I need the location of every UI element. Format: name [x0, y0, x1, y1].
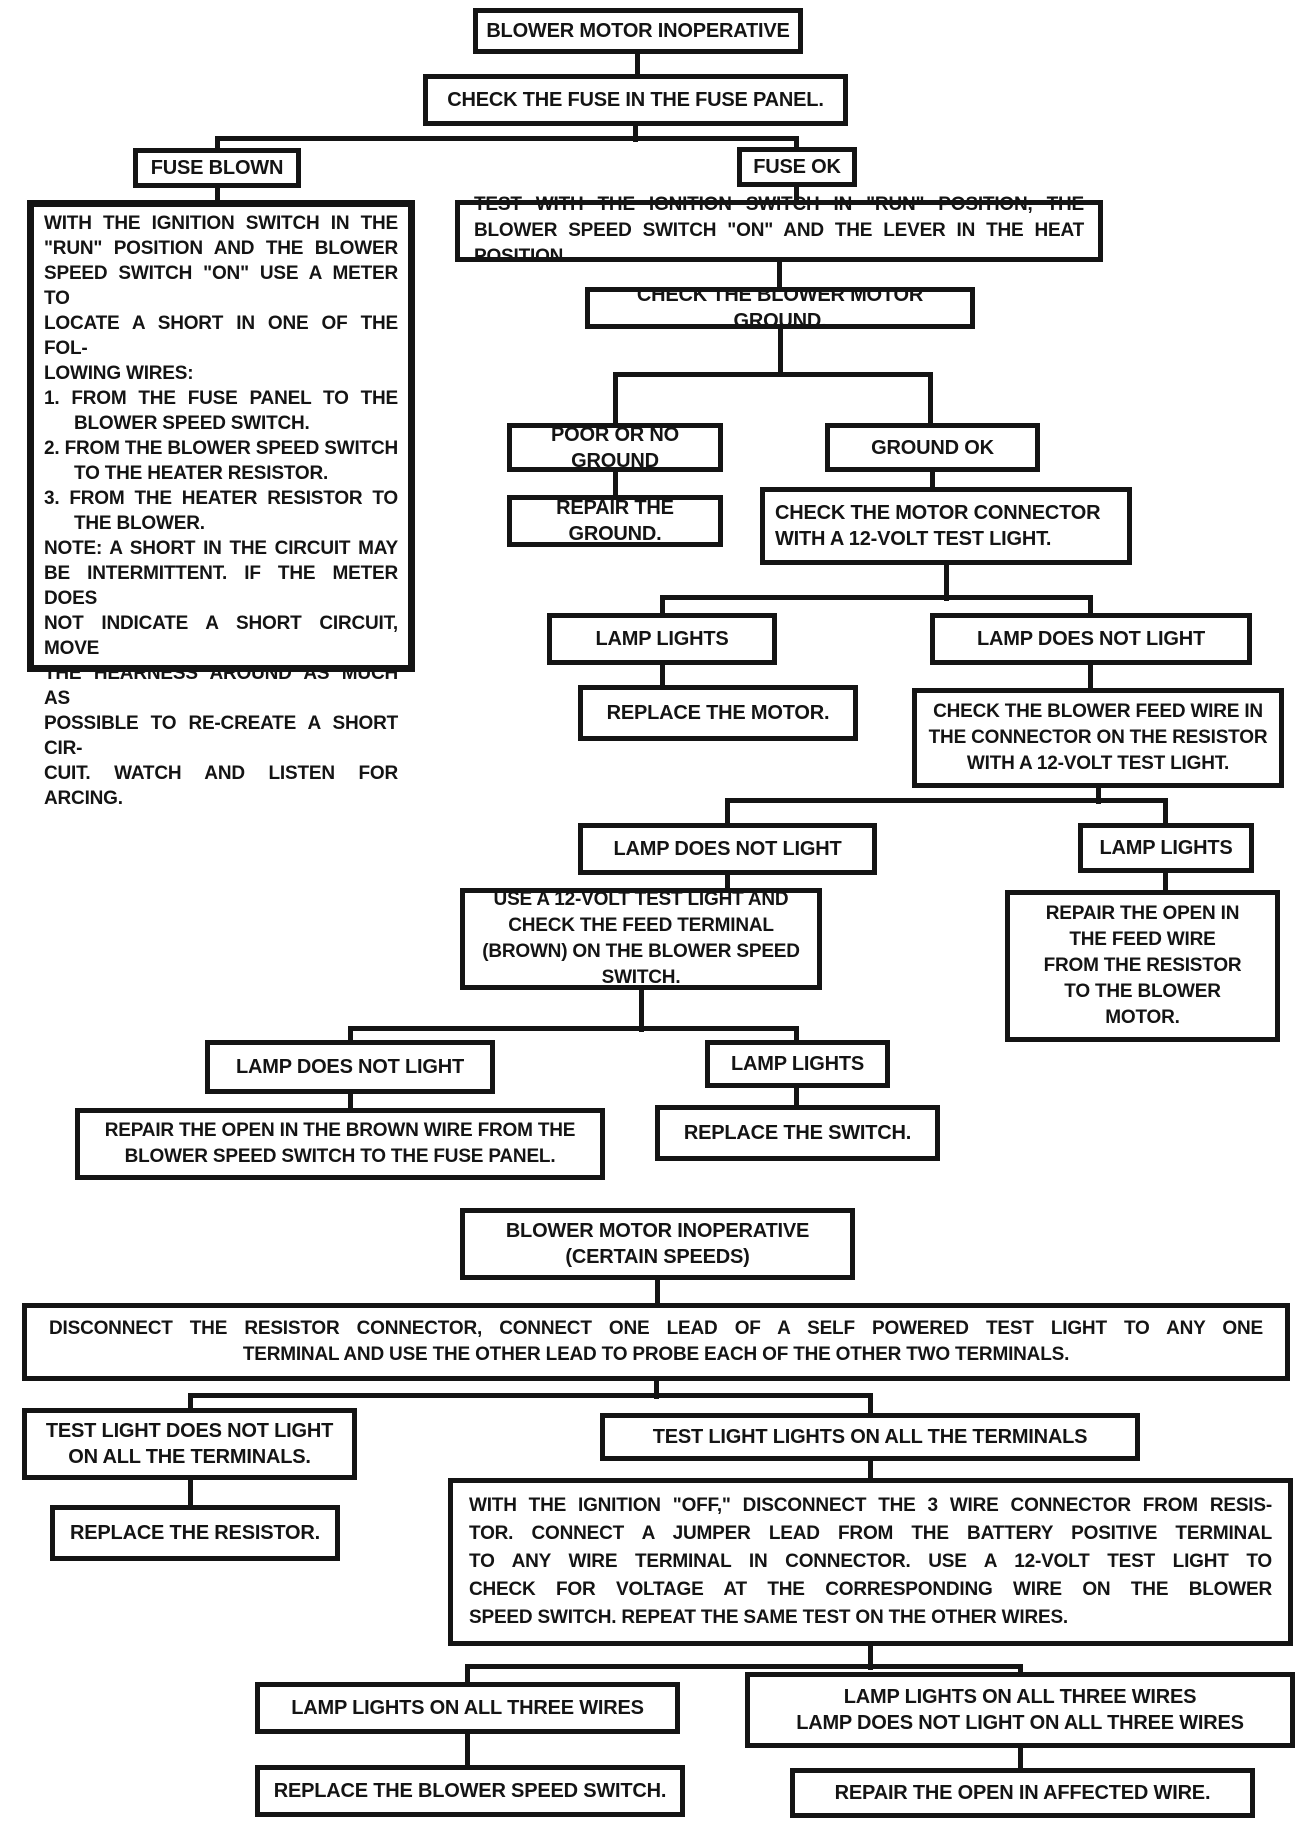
node-lamp-does-not-light-1 [930, 613, 1252, 665]
text-line: BLOWER MOTOR INOPERATIVE [505, 1220, 810, 1242]
text-line: DISCONNECT THE RESISTOR CONNECTOR, CONNECT ONE LEAD OF A SELF POWERED TEST LIGHT TO ANY ONE [49, 1318, 1263, 1339]
node-test-light-does-not-light-all [22, 1408, 357, 1480]
text-line: SPEED SWITCH. REPEAT THE SAME TEST ON THE OTHER WIRES. [469, 1607, 1068, 1628]
node-label: REPAIR THE OPEN IN AFFECTED WIRE. [834, 1782, 1211, 1804]
connector-line [465, 1730, 470, 1768]
node-lamp-lights-3 [705, 1040, 890, 1088]
text-line: LOWING WIRES: [44, 363, 194, 384]
text-line: BE INTERMITTENT. IF THE METER DOES [44, 563, 398, 609]
connector-line [725, 798, 1167, 803]
node-lamp-lights-all-three [255, 1682, 680, 1734]
node-label: GROUND OK [871, 436, 994, 459]
node-label: REPLACE THE RESISTOR. [70, 1522, 320, 1544]
text-line: CUIT. WATCH AND LISTEN FOR [44, 763, 398, 784]
text-line: TEST WITH THE IGNITION SWITCH IN "RUN" POSITION, THE [474, 194, 1084, 215]
node-replace-switch [655, 1105, 940, 1161]
node-repair-brown-wire-open [75, 1108, 605, 1180]
node-label: FUSE OK [753, 156, 841, 178]
connector-line [655, 1276, 660, 1306]
node-blower-motor-inoperative [473, 8, 803, 54]
text-line: 2. FROM THE BLOWER SPEED SWITCH [44, 438, 398, 459]
node-label: CHECK THE BLOWER FEED WIRE IN THE CONNECTOR ON THE RESISTOR WITH A 12-VOLT TEST LIGHT. [928, 701, 1268, 774]
node-label: FUSE BLOWN [150, 157, 284, 179]
text-line: SPEED SWITCH "ON" USE A METER TO [44, 263, 398, 309]
node-label: CHECK THE MOTOR CONNECTOR WITH A 12-VOLT TEST LIGHT. [775, 502, 1101, 550]
node-label: LAMP LIGHTS ON ALL THREE WIRES [291, 1697, 644, 1719]
node-test-light-lights-all [600, 1413, 1140, 1461]
connector-line [928, 372, 933, 426]
connector-line [725, 798, 730, 826]
node-ground-ok [825, 423, 1040, 472]
node-label: LAMP LIGHTS [1099, 837, 1233, 859]
connector-line [348, 1026, 798, 1031]
text-line: LOCATE A SHORT IN ONE OF THE FOL- [44, 313, 398, 359]
node-label: LAMP LIGHTS [595, 628, 729, 650]
text-line: LAMP DOES NOT LIGHT ON ALL THREE WIRES [796, 1712, 1244, 1734]
node-label: REPLACE THE MOTOR. [606, 702, 830, 724]
text-line: 3. FROM THE HEATER RESISTOR TO [44, 488, 398, 509]
text-line: TERMINAL AND USE THE OTHER LEAD TO PROBE EACH OF THE OTHER TWO TERMINALS. [242, 1344, 1070, 1365]
node-repair-feed-wire-open [1005, 890, 1280, 1042]
text-line: ARCING. [44, 788, 123, 809]
connector-line [215, 136, 799, 141]
text-line: TO THE HEATER RESISTOR. [74, 463, 329, 484]
text-line: TEST LIGHT DOES NOT LIGHT [45, 1420, 334, 1442]
text-line: THE HEARNESS AROUND AS MUCH AS [44, 663, 398, 709]
text-line: NOTE: A SHORT IN THE CIRCUIT MAY [44, 538, 398, 559]
node-lamp-lights-2 [1078, 823, 1254, 873]
node-check-blower-motor-ground [585, 284, 975, 332]
text-line: NOT INDICATE A SHORT CIRCUIT, MOVE [44, 613, 398, 659]
node-label: BLOWER MOTOR INOPERATIVE [486, 20, 790, 42]
text-line: TO ANY WIRE TERMINAL IN CONNECTOR. USE A 12-VOLT TEST LIGHT TO [469, 1551, 1272, 1572]
node-check-fuse-panel [423, 74, 848, 126]
node-replace-resistor [50, 1505, 340, 1561]
connector-line [660, 661, 665, 688]
text-line: WITH THE IGNITION "OFF," DISCONNECT THE 3 WIRE CONNECTOR FROM RESIS- [469, 1495, 1272, 1516]
node-label: USE A 12-VOLT TEST LIGHT AND CHECK THE FEED TERMINAL (BROWN) ON THE BLOWER SPEED SWITCH. [482, 889, 800, 988]
text-line: "RUN" POSITION AND THE BLOWER [44, 238, 398, 259]
node-replace-motor [578, 685, 858, 741]
node-jumper-lead-test [448, 1478, 1293, 1646]
node-label: REPAIR THE OPEN IN THE BROWN WIRE FROM THE BLOWER SPEED SWITCH TO THE FUSE PANEL. [104, 1120, 576, 1167]
connector-line [1163, 798, 1168, 826]
text-line: (CERTAIN SPEEDS) [565, 1246, 750, 1268]
text-line: TOR. CONNECT A JUMPER LEAD FROM THE BATTERY POSITIVE TERMINAL [469, 1523, 1272, 1544]
connector-line [660, 595, 1092, 600]
node-fuse-ok [737, 147, 857, 187]
connector-line [188, 1476, 193, 1508]
node-check-motor-connector [760, 487, 1132, 565]
node-label: LAMP DOES NOT LIGHT [976, 628, 1206, 650]
node-label: REPAIR THE OPEN IN THE FEED WIRE FROM THE RESISTOR TO THE BLOWER MOTOR. [1043, 903, 1242, 1028]
node-label: REPLACE THE BLOWER SPEED SWITCH. [273, 1780, 667, 1802]
node-label: CHECK THE BLOWER MOTOR GROUND. [636, 284, 924, 332]
text-line: 1. FROM THE FUSE PANEL TO THE [44, 388, 398, 409]
node-label: POOR OR NO GROUND [550, 423, 679, 472]
connector-line [188, 1393, 872, 1398]
node-check-blower-feed-wire [912, 688, 1284, 788]
node-locate-short-instructions [27, 200, 415, 809]
text-line: ON ALL THE TERMINALS. [68, 1446, 311, 1468]
text-line: THE BLOWER. [74, 513, 205, 534]
node-lamp-does-not-light-3 [205, 1040, 495, 1094]
text-line: POSSIBLE TO RE-CREATE A SHORT CIR- [44, 713, 398, 759]
node-label: REPAIR THE GROUND. [556, 497, 674, 545]
node-test-ignition-run [455, 194, 1103, 267]
text-line: BLOWER SPEED SWITCH. [74, 413, 310, 434]
node-lamp-mixed-result [745, 1672, 1295, 1748]
node-label: CHECK THE FUSE IN THE FUSE PANEL. [447, 89, 824, 111]
node-disconnect-resistor-connector [22, 1303, 1290, 1381]
node-label: LAMP LIGHTS [731, 1053, 864, 1075]
text-line: CHECK FOR VOLTAGE AT THE CORRESPONDING WIRE ON THE BLOWER [469, 1579, 1272, 1600]
node-repair-ground [507, 495, 723, 547]
node-fuse-blown [133, 148, 301, 188]
connector-line [1018, 1744, 1023, 1771]
text-line: BLOWER SPEED SWITCH "ON" AND THE LEVER IN THE HEAT POSITION. [474, 220, 1084, 267]
node-lamp-does-not-light-2 [578, 823, 877, 875]
node-use-test-light-feed-terminal [460, 888, 822, 990]
node-lamp-lights-1 [547, 613, 777, 665]
connector-line [613, 372, 933, 377]
node-label: LAMP DOES NOT LIGHT [235, 1056, 465, 1078]
node-replace-blower-speed-switch [255, 1765, 685, 1817]
node-poor-or-no-ground [507, 423, 723, 472]
text-line: WITH THE IGNITION SWITCH IN THE [44, 213, 398, 234]
connector-line [465, 1664, 1022, 1669]
node-repair-open-affected-wire [790, 1768, 1255, 1818]
node-label: LAMP DOES NOT LIGHT [613, 838, 842, 860]
node-label: REPLACE THE SWITCH. [683, 1122, 912, 1144]
node-blower-motor-inoperative-certain-speeds [460, 1208, 855, 1280]
node-label: TEST LIGHT LIGHTS ON ALL THE TERMINALS [652, 1426, 1088, 1448]
connector-line [613, 372, 618, 426]
text-line: LAMP LIGHTS ON ALL THREE WIRES [843, 1686, 1197, 1708]
connector-line [1088, 661, 1093, 691]
